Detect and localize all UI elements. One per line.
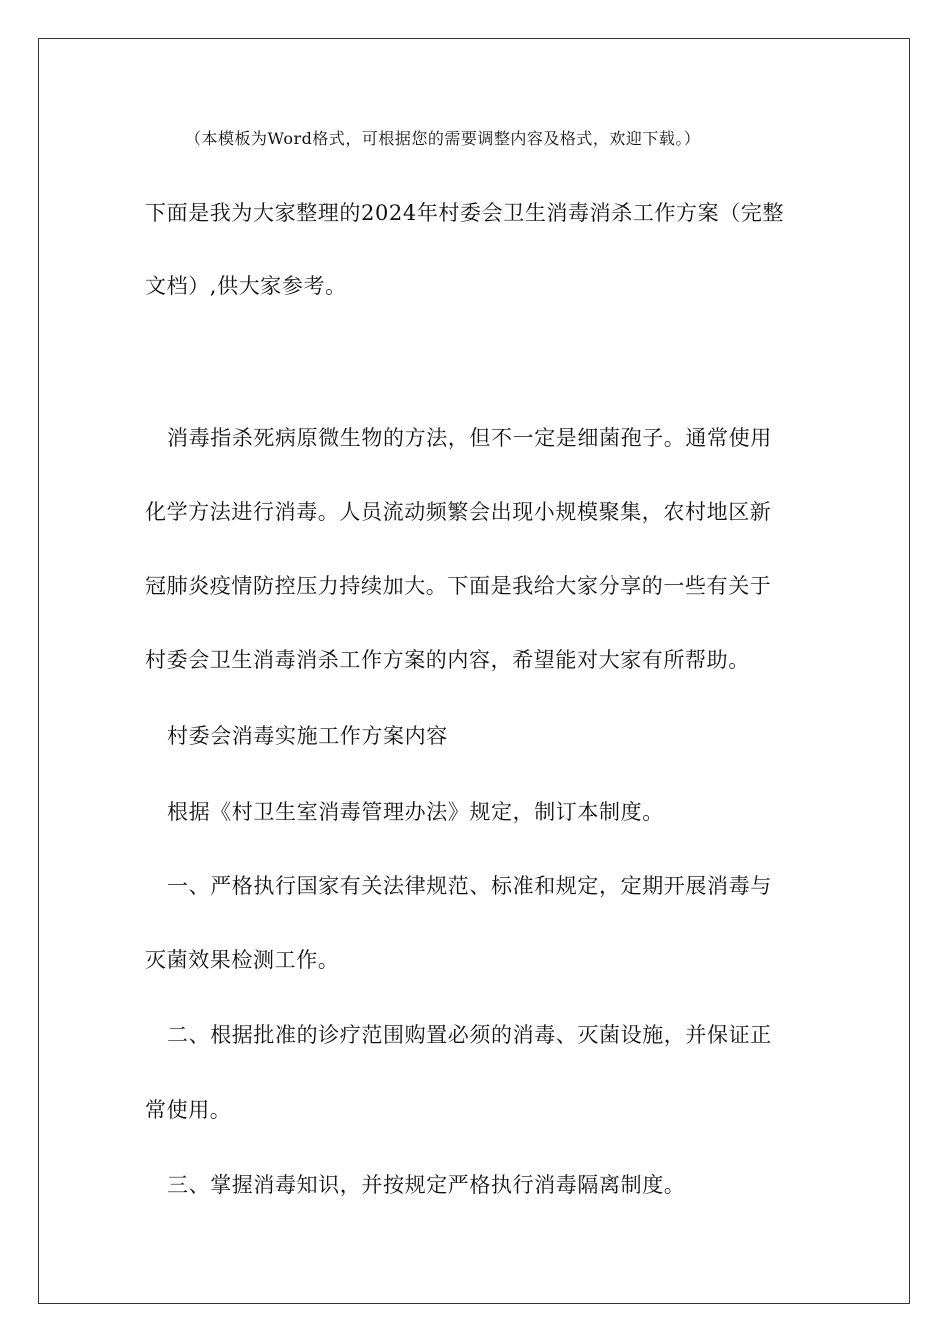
section-heading: 村委会消毒实施工作方案内容: [167, 724, 448, 748]
paragraph-line: 村委会卫生消毒消杀工作方案的内容，希望能对大家有所帮助。: [145, 648, 750, 672]
intro-line-2: 文档）,供大家参考。: [145, 274, 347, 298]
paragraph-line: 消毒指杀死病原微生物的方法，但不一定是细菌孢子。通常使用: [167, 426, 772, 450]
paragraph-line: 冠肺炎疫情防控压力持续加大。下面是我给大家分享的一些有关于: [145, 574, 772, 598]
paragraph-line: 常使用。: [145, 1098, 232, 1122]
paragraph-line: 化学方法进行消毒。人员流动频繁会出现小规模聚集，农村地区新: [145, 500, 772, 524]
paragraph-line: 三、掌握消毒知识，并按规定严格执行消毒隔离制度。: [167, 1173, 686, 1197]
paragraph-line: 一、严格执行国家有关法律规范、标准和规定，定期开展消毒与: [167, 874, 772, 898]
paragraph-line: 灭菌效果检测工作。: [145, 948, 340, 972]
intro-line-1: 下面是我为大家整理的2024年村委会卫生消毒消杀工作方案（完整: [145, 201, 785, 225]
template-note: （本模板为Word格式，可根据您的需要调整内容及格式，欢迎下载。）: [185, 129, 701, 148]
paragraph-line: 根据《村卫生室消毒管理办法》规定，制订本制度。: [167, 800, 664, 824]
paragraph-line: 二、根据批准的诊疗范围购置必须的消毒、灭菌设施，并保证正: [167, 1023, 772, 1047]
